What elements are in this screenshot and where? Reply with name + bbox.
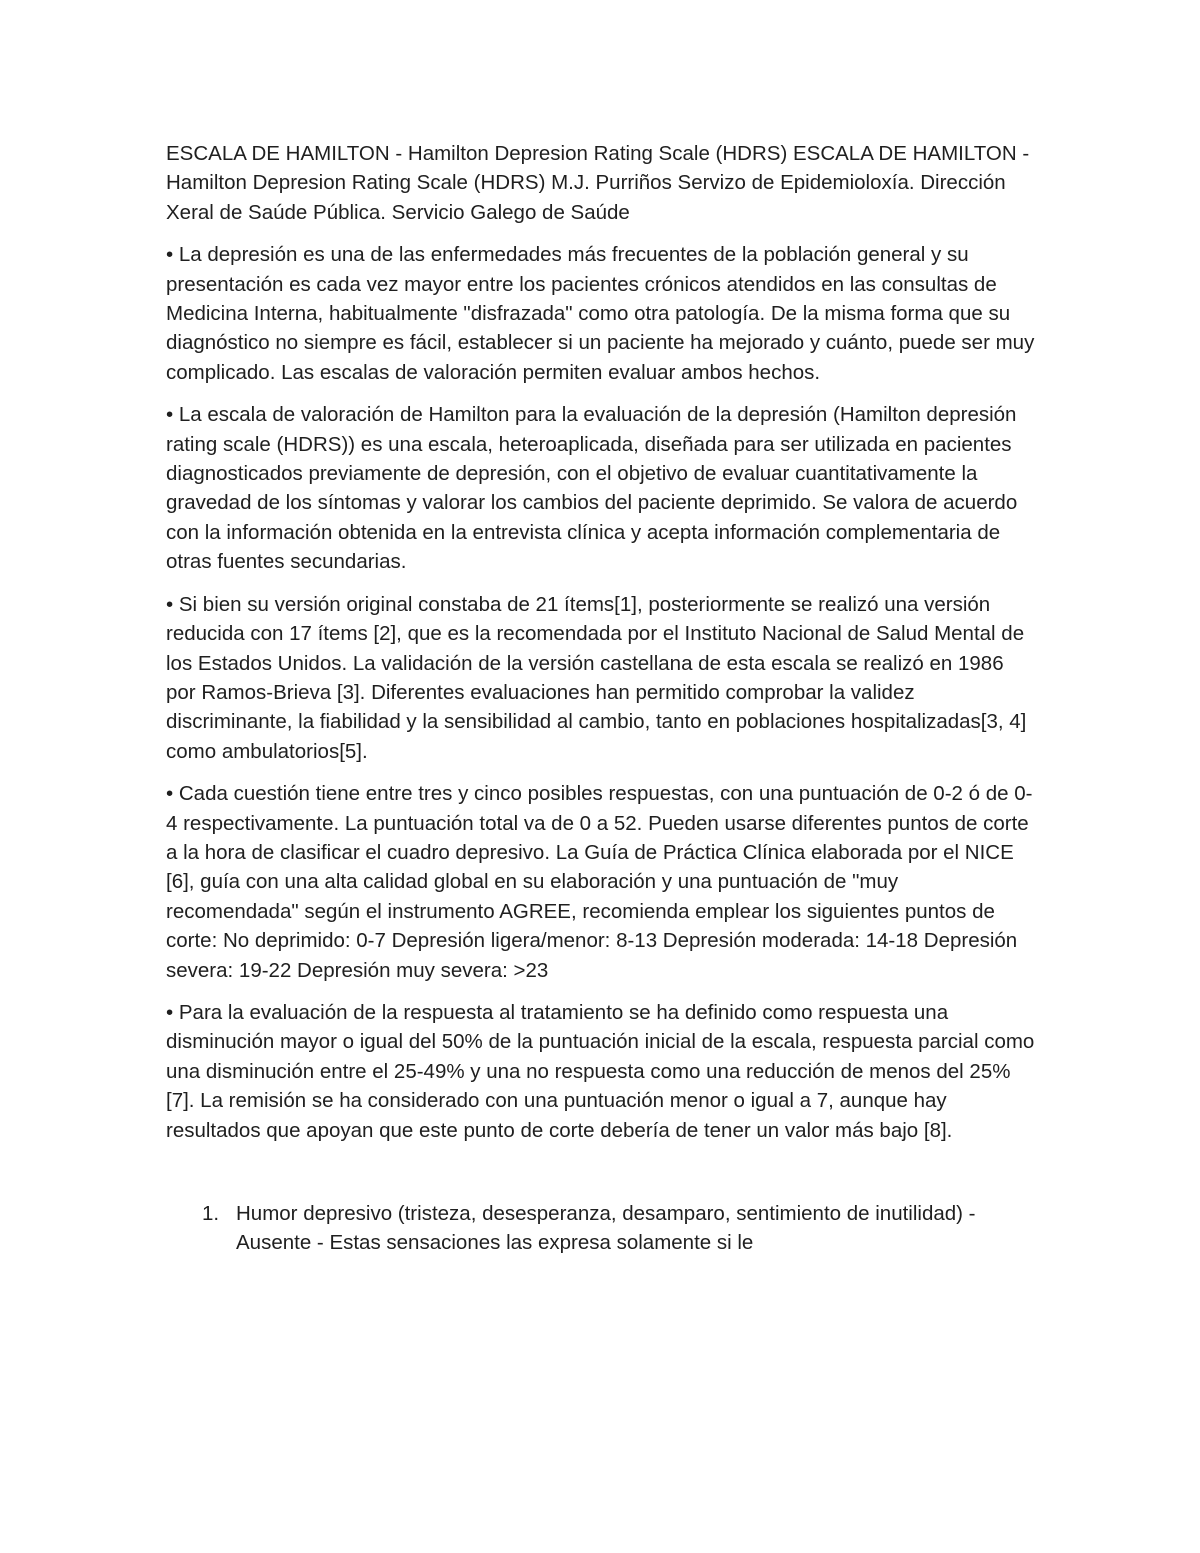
list-item-number: 1. [202, 1202, 220, 1225]
paragraph-depression-prevalence: • La depresión es una de las enfermedades más frecuentes de la población general y su presentación es cada vez mayor entre los pacientes crónicos atendidos en las consultas de Medicina Interna, habitualmente "disfrazada" como otra patología. De la misma forma que su diagnóstico no siempre es fácil, establecer si un paciente ha mejorado y cuánto, puede ser muy complicado. Las escalas de valoración permiten evaluar ambos hechos. [166, 243, 1035, 384]
paragraph-treatment-response: • Para la evaluación de la respuesta al tratamiento se ha definido como respuesta una disminución mayor o igual del 50% de la puntuación inicial de la escala, respuesta parcial como una disminución entre el 25-49% y una no respuesta como una reducción de menos del 25% [7]. La remisión se ha considerado con una puntuación menor o igual a 7, aunque hay resultados que apoyan que este punto de corte debería de tener un valor más bajo [8]. [166, 1000, 1035, 1142]
paragraph-versions: • Si bien su versión original constaba de 21 ítems[1], posteriormente se realizó una versión reducida con 17 ítems [2], que es la recomendada por el Instituto Nacional de Salud Mental de los Estados Unidos. La validación de la versión castellana de esta escala se realizó en 1986 por Ramos-Brieva [3]. Diferentes evaluaciones han permitido comprobar la validez discriminante, la fiabilidad y la sensibilidad al cambio, tanto en poblaciones hospitalizadas[3, 4] como ambulatorios[5]. [166, 592, 1027, 763]
item-list [166, 1199, 1036, 1258]
document-heading: ESCALA DE HAMILTON - Hamilton Depresion Rating Scale (HDRS) ESCALA DE HAMILTON - Hamilton Depresion Rating Scale (HDRS) M.J. Purriños Servizo de Epidemioloxía. Dirección Xeral de Saúde Pública. Servicio Galego de Saúde [166, 142, 1030, 224]
document-body [166, 139, 1036, 1258]
list-item [166, 1199, 1036, 1258]
paragraph-scoring: • Cada cuestión tiene entre tres y cinco posibles respuestas, con una puntuación de 0-2 ó de 0-4 respectivamente. La puntuación total va de 0 a 52. Pueden usarse diferentes puntos de corte a la hora de clasificar el cuadro depresivo. La Guía de Práctica Clínica elaborada por el NICE [6], guía con una alta calidad global en su elaboración y una puntuación de "muy recomendada" según el instrumento AGREE, recomienda emplear los siguientes puntos de corte: No deprimido: 0-7 Depresión ligera/menor: 8-13 Depresión moderada: 14-18 Depresión severa: 19-22 Depresión muy severa: >23 [166, 782, 1033, 982]
paragraph-hamilton-scale: • La escala de valoración de Hamilton para la evaluación de la depresión (Hamilton depresión rating scale (HDRS)) es una escala, heteroaplicada, diseñada para ser utilizada en pacientes diagnosticados previamente de depresión, con el objetivo de evaluar cuantitativamente la gravedad de los síntomas y valorar los cambios del paciente deprimido. Se valora de acuerdo con la información obtenida en la entrevista clínica y acepta información complementaria de otras fuentes secundarias. [166, 403, 1018, 574]
list-item-text: Humor depresivo (tristeza, desesperanza, desamparo, sentimiento de inutilidad) - Ausente - Estas sensaciones las expresa solamente si le [236, 1202, 976, 1255]
